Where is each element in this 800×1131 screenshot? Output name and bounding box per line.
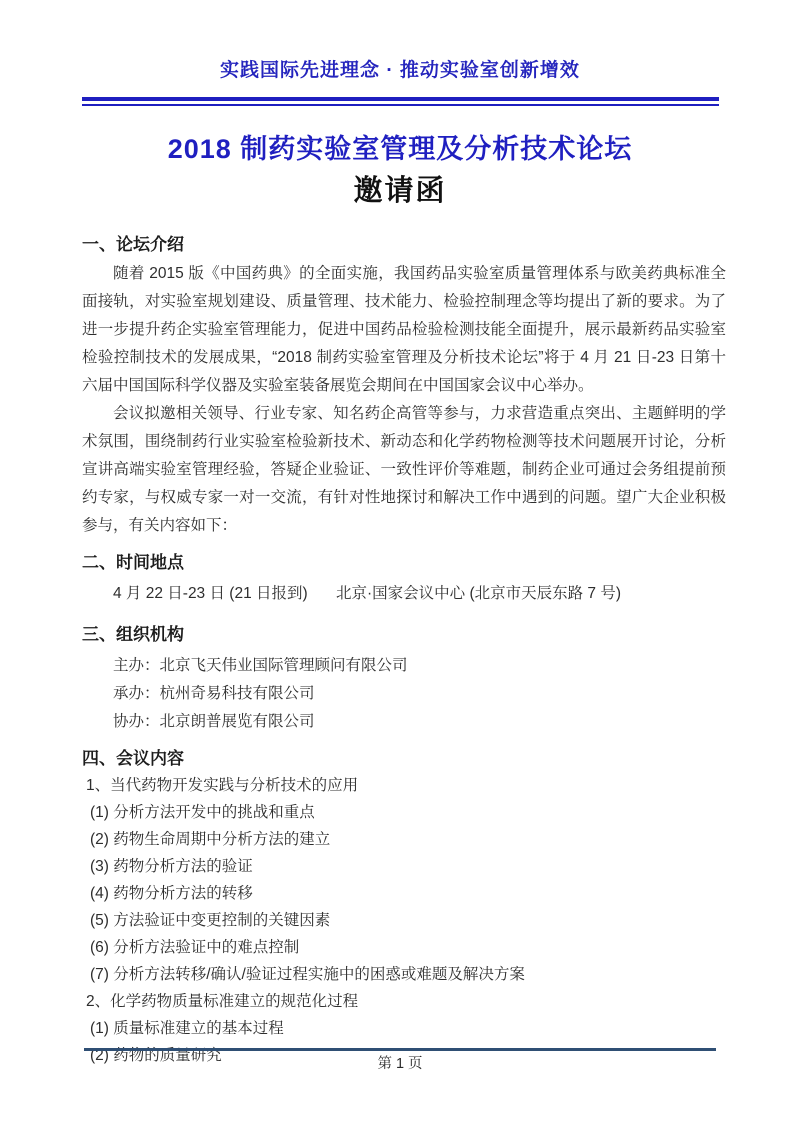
organizer-undertaker: 承办：杭州奇易科技有限公司 (113, 685, 315, 702)
organizer-cohost: 协办：北京朗普展览有限公司 (113, 713, 315, 730)
section-heading-organizers: 三、组织机构 (82, 625, 184, 644)
page-subtitle: 邀请函 (353, 175, 447, 207)
event-venue: 北京·国家会议中心 (北京市天辰东路 7 号) (335, 585, 622, 602)
page-title: 2018 制药实验室管理及分析技术论坛 (167, 134, 633, 164)
agenda-item: (3) 药物分析方法的验证 (90, 858, 253, 875)
footer-divider (84, 1048, 716, 1051)
agenda-item: (6) 分析方法验证中的难点控制 (90, 939, 300, 956)
agenda-item: (2) 药物的质量研究 (90, 1047, 222, 1064)
intro-paragraph-2: 会议拟邀相关领导、行业专家、知名药企高管等参与，力求营造重点突出、主题鲜明的学术氛围，围绕制药行业实验室检验新技术、新动态和化学药物检测等技术问题展开讨论，分析宣讲高端实验室管理经验，答疑企业验证、一致性评价等难题，制药企业可通过会务组提前预约专家，与权威专家一对一交流，有针对性地探讨和解决工作中遇到的问题。望广大企业积极参与，有关内容如下： (82, 405, 726, 534)
agenda-topic-2: 2、化学药物质量标准建立的规范化过程 (86, 993, 359, 1010)
agenda-item: (4) 药物分析方法的转移 (90, 885, 253, 902)
time-place-line (82, 580, 726, 608)
page-number: 第 1 页 (377, 1056, 423, 1072)
agenda-topic-1: 1、当代药物开发实践与分析技术的应用 (86, 777, 359, 794)
section-heading-intro: 一、论坛介绍 (82, 235, 184, 254)
header-divider (82, 97, 719, 106)
section-heading-time-place: 二、时间地点 (82, 553, 184, 572)
event-date: 4 月 22 日-23 日 (21 日报到) (113, 585, 308, 602)
agenda-item: (5) 方法验证中变更控制的关键因素 (90, 912, 331, 929)
agenda-item: (1) 质量标准建立的基本过程 (90, 1020, 284, 1037)
document-body (0, 234, 800, 1069)
intro-paragraph-1: 随着 2015 版《中国药典》的全面实施，我国药品实验室质量管理体系与欧美药典标准全面接轨，对实验室规划建设、质量管理、技术能力、检验控制理念等均提出了新的要求。为了进一步提升药企实验室管理能力，促进中国药品检验检测技能全面提升，展示最新药品实验室检验控制技术的发展成果，“2018 制药实验室管理及分析技术论坛”将于 4 月 21 日-23 日第十六届中国国际科学仪器及实验室装备展览会期间在中国国家会议中心举办。 (82, 265, 726, 394)
header-slogan: 实践国际先进理念 · 推动实验室创新增效 (220, 60, 580, 81)
agenda-list (82, 772, 726, 1069)
section-heading-agenda: 四、会议内容 (82, 749, 184, 768)
agenda-item: (7) 分析方法转移/确认/验证过程实施中的困惑或难题及解决方案 (90, 966, 525, 983)
agenda-item: (1) 分析方法开发中的挑战和重点 (90, 804, 315, 821)
agenda-item: (2) 药物生命周期中分析方法的建立 (90, 831, 331, 848)
organizer-host: 主办：北京飞天伟业国际管理顾问有限公司 (113, 657, 408, 674)
organizers-block (82, 652, 726, 736)
